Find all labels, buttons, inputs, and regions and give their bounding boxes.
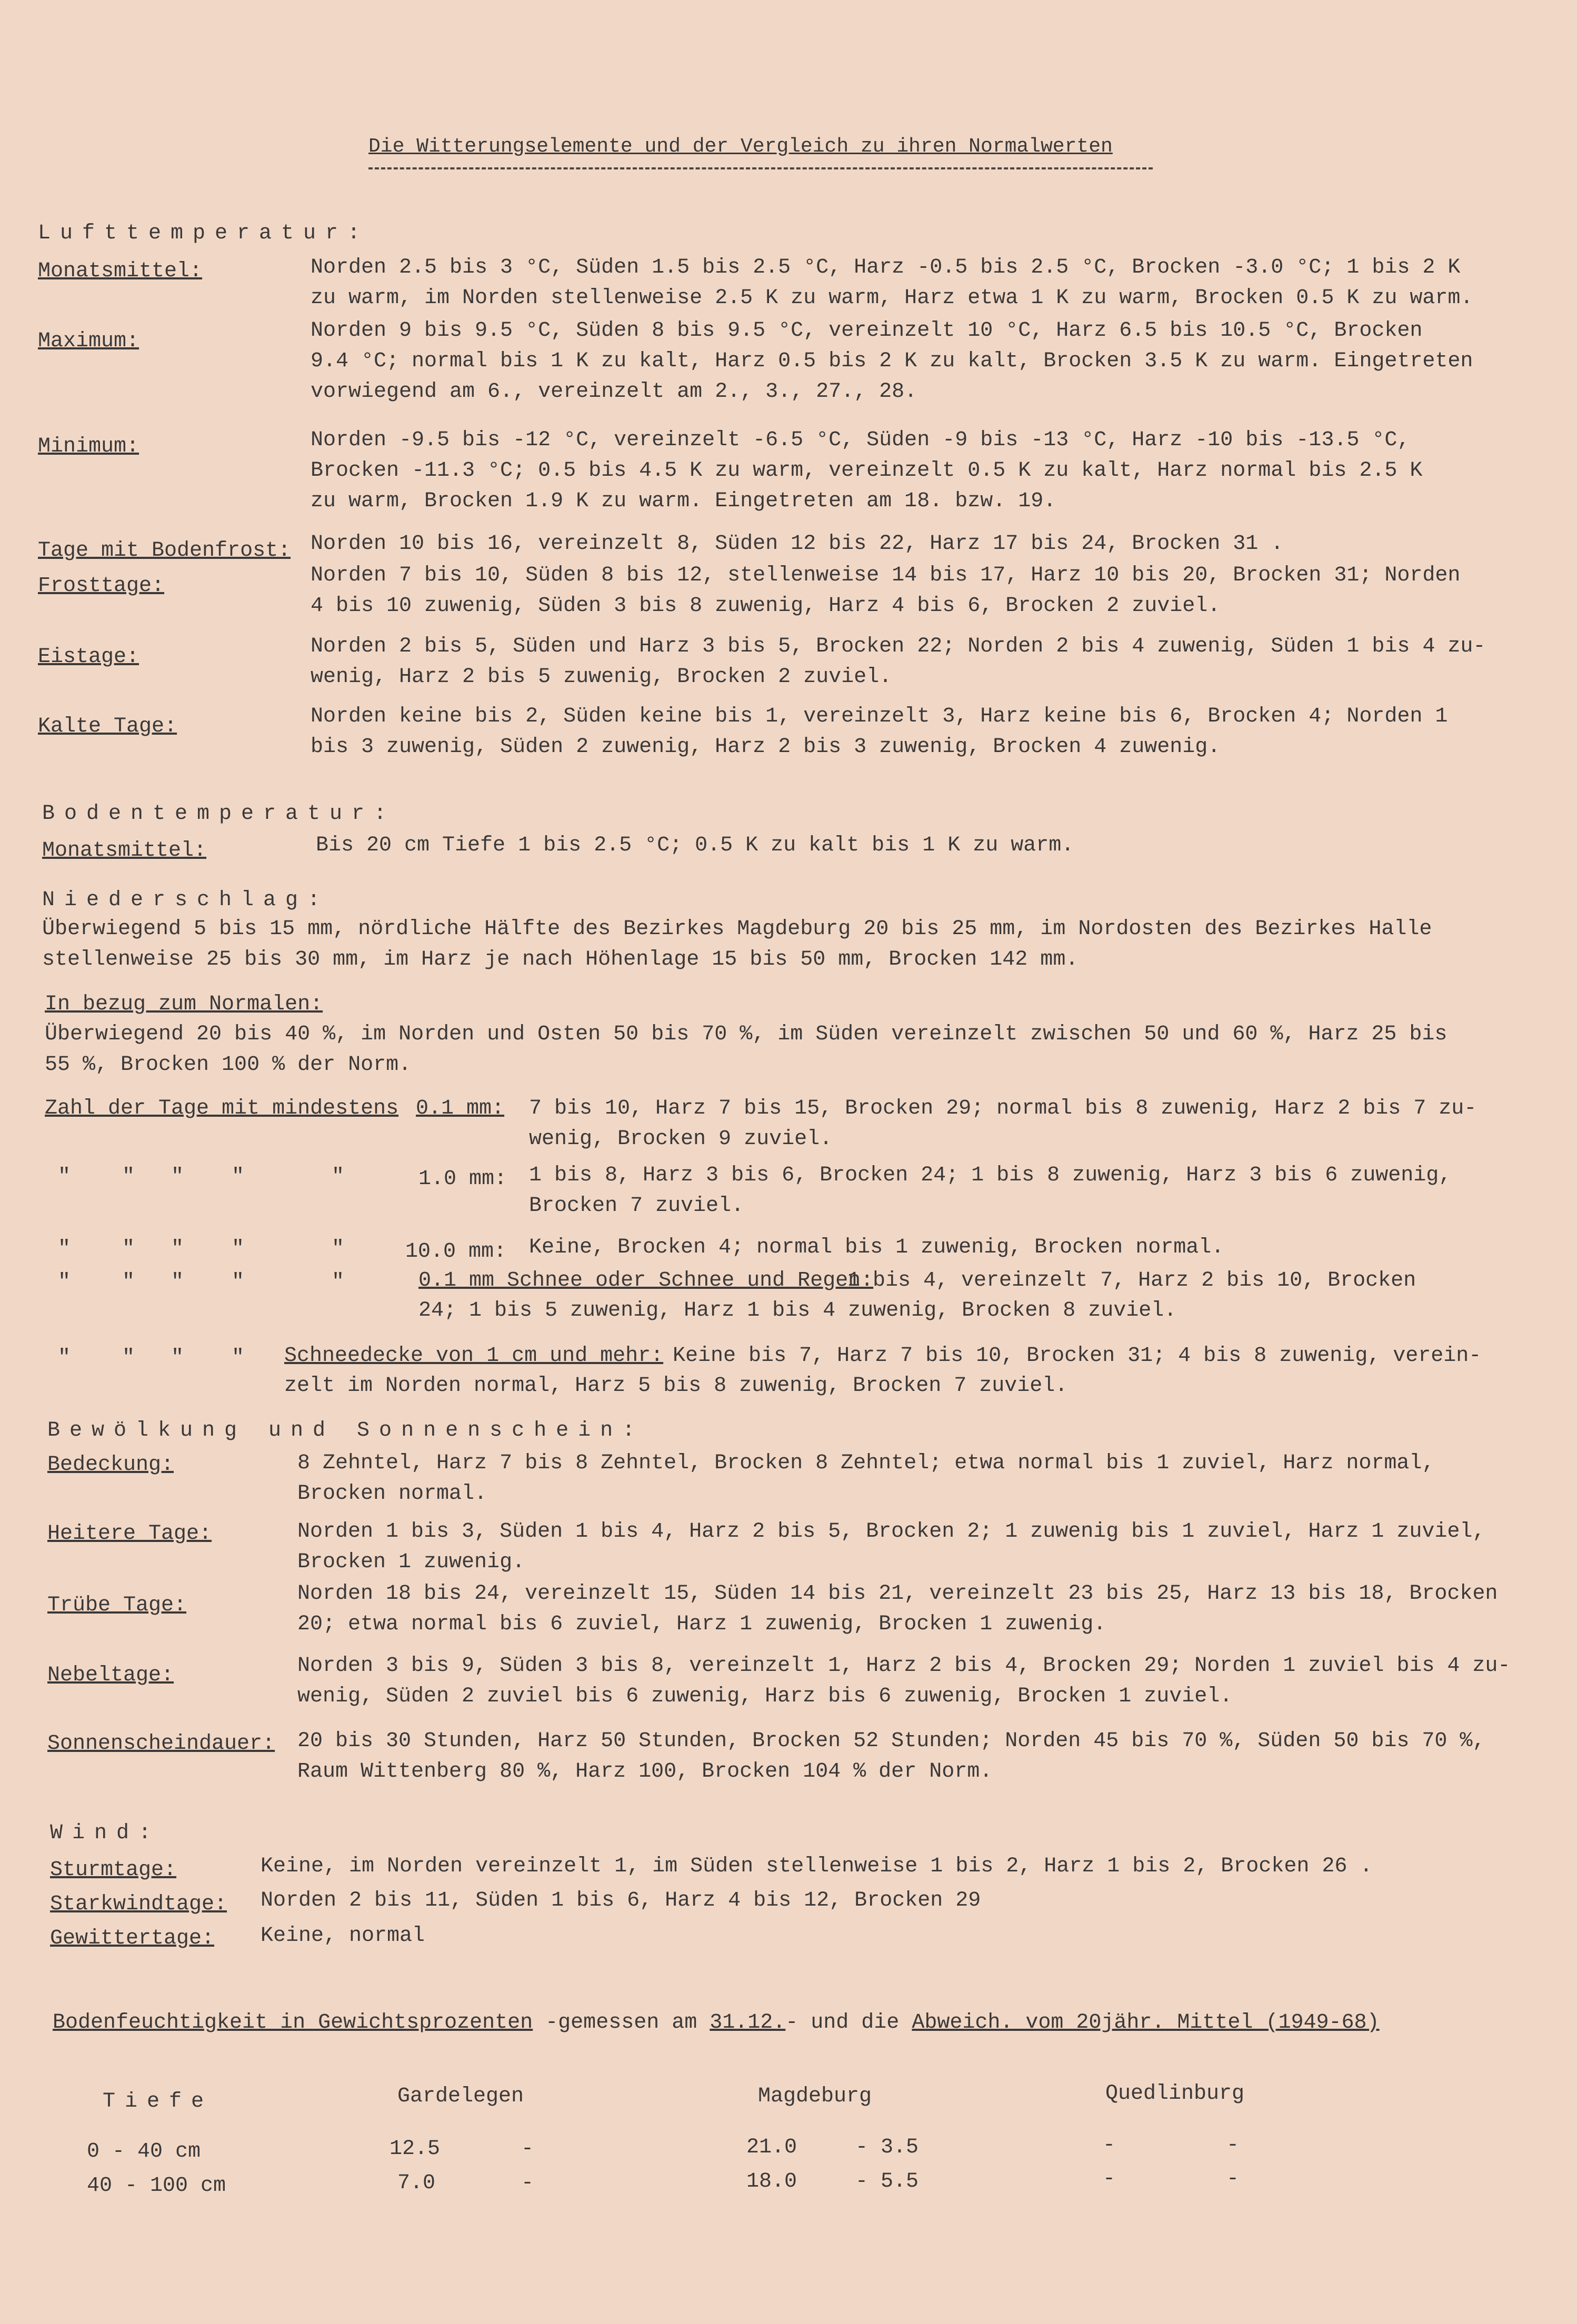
label-zahl-der-tage: Zahl der Tage mit mindestens	[45, 1097, 399, 1120]
page-title: Die Witterungselemente und der Vergleich zu ihren Normalwerten	[368, 135, 1113, 158]
ditto-mark: "	[232, 1237, 245, 1261]
ditto-mark: "	[122, 1237, 135, 1261]
section-heading-bodentemperatur: Bodentemperatur:	[42, 802, 396, 826]
label-starkwindtage: Starkwindtage:	[50, 1892, 227, 1916]
label-heitere-tage: Heitere Tage:	[47, 1522, 212, 1546]
ditto-mark: "	[122, 1346, 135, 1370]
ditto-mark: "	[332, 1165, 345, 1189]
label-truebe-tage: Trübe Tage:	[47, 1594, 187, 1617]
cell-gardelegen-deviation: -	[521, 2171, 534, 2195]
label-schneedecke: Schneedecke von 1 cm und mehr:	[284, 1344, 664, 1368]
ditto-mark: "	[58, 1237, 71, 1261]
label-minimum: Minimum:	[38, 435, 139, 458]
label-eistage: Eistage:	[38, 645, 139, 669]
label-frosttage: Frosttage:	[38, 574, 165, 598]
text-truebe-tage: Norden 18 bis 24, vereinzelt 15, Süden 14 bis 21, vereinzelt 23 bis 25, Harz 13 bis 18, Brocken 20; etwa normal bis 6 zuviel, Harz 1 zuwenig, Brocken 1 zuwenig.	[297, 1582, 1498, 1636]
label-bedeckung: Bedeckung:	[47, 1453, 174, 1477]
text-schnee-regen-2: 24; 1 bis 5 zuwenig, Harz 1 bis 4 zuwenig, Brocken 8 zuviel.	[418, 1299, 1177, 1323]
text-10-0-mm: Keine, Brocken 4; normal bis 1 zuwenig, Brocken normal.	[529, 1236, 1224, 1259]
section-heading-niederschlag: Niederschlag:	[42, 888, 330, 912]
text-schneedecke-1: Keine bis 7, Harz 7 bis 10, Brocken 31; 4 bis 8 zuwenig, verein-	[673, 1344, 1482, 1368]
text-in-bezug: Überwiegend 20 bis 40 %, im Norden und Osten 50 bis 70 %, im Süden vereinzelt zwischen 50 und 60 %, Harz 25 bis 55 %, Brocken 100 % der Norm.	[45, 1023, 1448, 1077]
ditto-mark: "	[232, 1270, 245, 1294]
cell-gardelegen-value: 7.0	[397, 2171, 436, 2195]
text-frosttage: Norden 7 bis 10, Süden 8 bis 12, stellenweise 14 bis 17, Harz 10 bis 20, Brocken 31; Norden 4 bis 10 zuwenig, Süden 3 bis 8 zuwenig, Harz 4 bis 6, Brocken 2 zuviel.	[311, 564, 1461, 618]
ditto-mark: "	[171, 1165, 184, 1189]
cell-quedlinburg-value: -	[1103, 2133, 1116, 2157]
label-sturmtage: Sturmtage:	[50, 1858, 177, 1882]
ditto-mark: "	[171, 1270, 184, 1294]
cell-gardelegen-deviation: -	[521, 2137, 534, 2161]
ditto-mark: "	[58, 1346, 71, 1370]
label-sonnenscheindauer: Sonnenscheindauer:	[47, 1732, 275, 1756]
label-maximum: Maximum:	[38, 329, 139, 353]
ditto-mark: "	[122, 1270, 135, 1294]
label-nebeltage: Nebeltage:	[47, 1664, 174, 1687]
label-in-bezug: In bezug zum Normalen:	[45, 993, 323, 1016]
label-gewittertage: Gewittertage:	[50, 1927, 215, 1950]
cell-tiefe: 40 - 100 cm	[87, 2174, 226, 2198]
bodenfeuchte-heading: Bodenfeuchtigkeit in Gewichtsprozenten -gemessen am 31.12.- und die Abweich. vom 20jähr. Mittel (1949-68)	[53, 2011, 1380, 2035]
cell-quedlinburg-value: -	[1103, 2167, 1116, 2191]
label-0-1-mm: 0.1 mm:	[416, 1097, 505, 1120]
label-schnee-regen: 0.1 mm Schnee oder Schnee und Regen:	[418, 1269, 874, 1293]
title-dashed-underline	[368, 167, 1153, 169]
col-header-magdeburg: Magdeburg	[758, 2085, 872, 2108]
text-heitere-tage: Norden 1 bis 3, Süden 1 bis 4, Harz 2 bis 5, Brocken 2; 1 zuwenig bis 1 zuviel, Harz 1 zuviel, Brocken 1 zuwenig.	[297, 1520, 1485, 1574]
text-1-0-mm: 1 bis 8, Harz 3 bis 6, Brocken 24; 1 bis 8 zuwenig, Harz 3 bis 6 zuwenig, Brocken 7 zuviel.	[529, 1164, 1452, 1218]
text-starkwindtage: Norden 2 bis 11, Süden 1 bis 6, Harz 4 bis 12, Brocken 29	[261, 1889, 981, 1912]
text-monatsmittel: Norden 2.5 bis 3 °C, Süden 1.5 bis 2.5 °C, Harz -0.5 bis 2.5 °C, Brocken -3.0 °C; 1 bis 2 K zu warm, im Norden stellenweise 2.5 K zu warm, Harz etwa 1 K zu warm, Brocken 0.5 K zu warm.	[311, 256, 1473, 310]
text-gewittertage: Keine, normal	[261, 1924, 425, 1948]
label-monatsmittel: Monatsmittel:	[38, 259, 203, 283]
text-boden-monatsmittel: Bis 20 cm Tiefe 1 bis 2.5 °C; 0.5 K zu kalt bis 1 K zu warm.	[316, 834, 1074, 857]
text-minimum: Norden -9.5 bis -12 °C, vereinzelt -6.5 °C, Süden -9 bis -13 °C, Harz -10 bis -13.5 °C, Brocken -11.3 °C; 0.5 bis 4.5 K zu warm, vereinzelt 0.5 K zu kalt, Harz normal bis 2.5 K zu warm, Brocken 1.9 K zu warm. Eingetreten am 18. bzw. 19.	[311, 428, 1423, 513]
ditto-mark: "	[332, 1270, 345, 1294]
text-niederschlag-intro: Überwiegend 5 bis 15 mm, nördliche Hälfte des Bezirkes Magdeburg 20 bis 25 mm, im Nordosten des Bezirkes Halle stellenweise 25 bis 30 mm, im Harz je nach Höhenlage 15 bis 50 mm, Brocken 142 mm.	[42, 917, 1432, 971]
cell-tiefe: 0 - 40 cm	[87, 2140, 201, 2163]
ditto-mark: "	[58, 1270, 71, 1294]
label-kalte-tage: Kalte Tage:	[38, 715, 177, 738]
text-sturmtage: Keine, im Norden vereinzelt 1, im Süden stellenweise 1 bis 2, Harz 1 bis 2, Brocken 26 .	[261, 1855, 1373, 1878]
text-sonnenscheindauer: 20 bis 30 Stunden, Harz 50 Stunden, Brocken 52 Stunden; Norden 45 bis 70 %, Süden 50 bis 70 %, Raum Wittenberg 80 %, Harz 100, Brocken 104 % der Norm.	[297, 1729, 1485, 1784]
text-schnee-regen-1: 1 bis 4, vereinzelt 7, Harz 2 bis 10, Brocken	[847, 1269, 1416, 1293]
label-boden-monatsmittel: Monatsmittel:	[42, 839, 207, 863]
ditto-mark: "	[232, 1165, 245, 1189]
text-schneedecke-2: zelt im Norden normal, Harz 5 bis 8 zuwenig, Brocken 7 zuviel.	[284, 1374, 1068, 1398]
col-header-gardelegen: Gardelegen	[397, 2085, 524, 2108]
cell-quedlinburg-deviation: -	[1226, 2133, 1240, 2157]
ditto-mark: "	[332, 1237, 345, 1261]
label-1-0-mm: 1.0 mm:	[418, 1167, 507, 1191]
text-nebeltage: Norden 3 bis 9, Süden 3 bis 8, vereinzelt 1, Harz 2 bis 4, Brocken 29; Norden 1 zuviel bis 4 zu- wenig, Süden 2 zuviel bis 6 zuwenig, Harz bis 6 zuwenig, Brocken 1 zuviel.	[297, 1654, 1511, 1708]
text-eistage: Norden 2 bis 5, Süden und Harz 3 bis 5, Brocken 22; Norden 2 bis 4 zuwenig, Süden 1 bis 4 zu- wenig, Harz 2 bis 5 zuwenig, Brocken 2 zuviel.	[311, 635, 1486, 689]
col-header-quedlinburg: Quedlinburg	[1105, 2082, 1245, 2106]
ditto-mark: "	[232, 1346, 245, 1370]
label-10-0-mm: 10.0 mm:	[405, 1240, 507, 1264]
cell-gardelegen-value: 12.5	[390, 2137, 441, 2161]
cell-magdeburg-value: 18.0	[746, 2170, 797, 2193]
cell-magdeburg-value: 21.0	[746, 2136, 797, 2159]
text-bedeckung: 8 Zehntel, Harz 7 bis 8 Zehntel, Brocken 8 Zehntel; etwa normal bis 1 zuviel, Harz normal, Brocken normal.	[297, 1451, 1435, 1506]
label-bodenfrost: Tage mit Bodenfrost:	[38, 539, 291, 563]
ditto-mark: "	[122, 1165, 135, 1189]
text-0-1-mm: 7 bis 10, Harz 7 bis 15, Brocken 29; normal bis 8 zuwenig, Harz 2 bis 7 zu- wenig, Brocken 9 zuviel.	[529, 1097, 1477, 1151]
section-heading-bewoelkung: Bewölkung und Sonnenschein:	[47, 1419, 645, 1443]
cell-quedlinburg-deviation: -	[1226, 2167, 1240, 2191]
ditto-mark: "	[171, 1237, 184, 1261]
ditto-mark: "	[171, 1346, 184, 1370]
text-maximum: Norden 9 bis 9.5 °C, Süden 8 bis 9.5 °C, vereinzelt 10 °C, Harz 6.5 bis 10.5 °C, Brocken 9.4 °C; normal bis 1 K zu kalt, Harz 0.5 bis 2 K zu kalt, Brocken 3.5 K zu warm. Eingetreten vorwiegend am 6., vereinzelt am 2., 3., 27., 28.	[311, 319, 1473, 404]
cell-magdeburg-deviation: - 3.5	[855, 2136, 919, 2159]
cell-magdeburg-deviation: - 5.5	[855, 2170, 919, 2193]
col-header-tiefe: Tiefe	[103, 2090, 214, 2113]
section-heading-lufttemperatur: Lufttemperatur:	[38, 222, 370, 245]
ditto-mark: "	[58, 1165, 71, 1189]
section-heading-wind: Wind:	[50, 1821, 161, 1845]
text-kalte-tage: Norden keine bis 2, Süden keine bis 1, vereinzelt 3, Harz keine bis 6, Brocken 4; Norden 1 bis 3 zuwenig, Süden 2 zuwenig, Harz 2 bis 3 zuwenig, Brocken 4 zuwenig.	[311, 705, 1448, 759]
text-bodenfrost: Norden 10 bis 16, vereinzelt 8, Süden 12 bis 22, Harz 17 bis 24, Brocken 31 .	[311, 532, 1284, 556]
